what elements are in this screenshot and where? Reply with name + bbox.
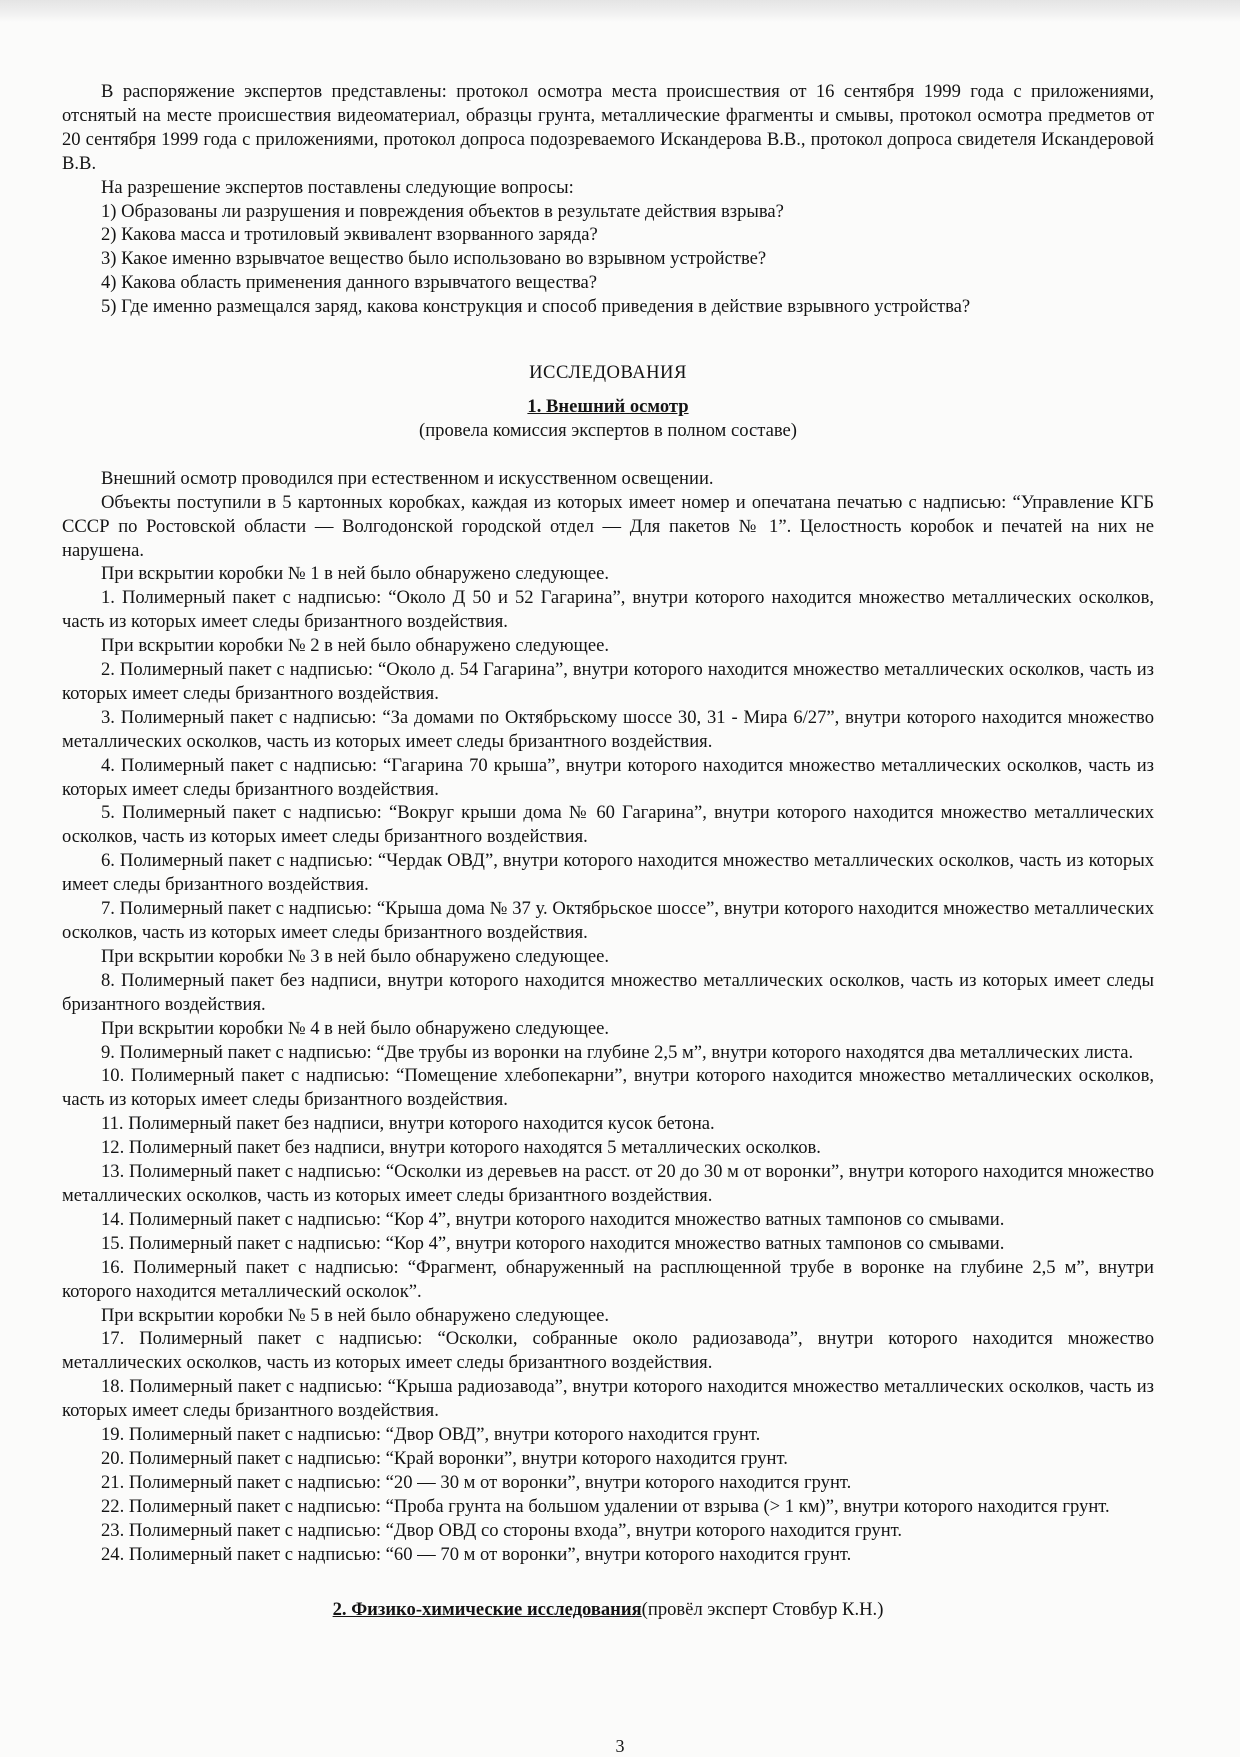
list-item: 19. Полимерный пакет с надписью: “Двор ОВД”, внутри которого находится грунт. — [101, 1424, 761, 1446]
list-item: 24. Полимерный пакет с надписью: “60 — 70 м от воронки”, внутри которого находится грунт. — [101, 1543, 852, 1565]
list-item: 16. Полимерный пакет с надписью: “Фрагмент, обнаруженный на расплющенной трубе в воронке на глубине 2,5 м”, внутри которого находится металлический осколок”. — [62, 1256, 1154, 1302]
box1-heading: При вскрытии коробки № 1 в ней было обнаружено следующее. — [101, 563, 610, 585]
list-item: 3. Полимерный пакет с надписью: “За домами по Октябрьскому шоссе 30, 31 - Мира 6/27”, внутри которого находится множество металлических осколков, часть из которых имеет следы бризантного воздействия. — [62, 706, 1154, 752]
question-item: 2) Какова масса и тротиловый эквивалент взорванного заряда? — [101, 224, 598, 246]
boxes-paragraph: Объекты поступили в 5 картонных коробках, каждая из которых имеет номер и опечатана печатью с надписью: “Управление КГБ СССР по Ростовской области — Волгодонской городской отдел — Для пакетов № 1”. Целостность коробок и печатей на них не нарушена. — [62, 491, 1154, 561]
page-number: 3 — [615, 1736, 625, 1756]
list-item: 7. Полимерный пакет с надписью: “Крыша дома № 37 у. Октябрьское шоссе”, внутри которого находится множество металлических осколков, часть из которых имеет следы бризантного воздействия. — [62, 898, 1154, 943]
list-item: 18. Полимерный пакет с надписью: “Крыша радиозавода”, внутри которого находится множество металлических осколков, часть из которых имеет следы бризантного воздействия. — [62, 1376, 1154, 1422]
box4-heading: При вскрытии коробки № 4 в ней было обнаружено следующее. — [101, 1017, 610, 1039]
section1-title: 1. Внешний осмотр — [527, 395, 689, 417]
questions-list — [62, 200, 1154, 320]
research-heading: ИССЛЕДОВАНИЯ — [529, 362, 687, 384]
list-item: 8. Полимерный пакет без надписи, внутри которого находится множество металлических осколков, часть из которых имеет следы бризантного воздействия. — [62, 969, 1154, 1015]
list-item: 9. Полимерный пакет с надписью: “Две трубы из воронки на глубине 2,5 м”, внутри которого находятся два металлических листа. — [101, 1041, 1134, 1063]
list-item: 1. Полимерный пакет с надписью: “Около Д 50 и 52 Гагарина”, внутри которого находится множество металлических осколков, часть из которых имеет следы бризантного воздействия. — [62, 587, 1154, 633]
list-item: 11. Полимерный пакет без надписи, внутри которого находится кусок бетона. — [101, 1113, 715, 1135]
lighting-paragraph: Внешний осмотр проводился при естественном и искусственном освещении. — [101, 467, 714, 489]
section2-title: 2. Физико-химические исследования — [332, 1599, 642, 1621]
list-item: 4. Полимерный пакет с надписью: “Гагарина 70 крыша”, внутри которого находится множество металлических осколков, часть из которых имеет следы бризантного воздействия. — [62, 754, 1154, 800]
list-item: 20. Полимерный пакет с надписью: “Край воронки”, внутри которого находится грунт. — [101, 1447, 788, 1469]
list-item: 12. Полимерный пакет без надписи, внутри которого находятся 5 металлических осколков. — [101, 1137, 821, 1159]
list-item: 2. Полимерный пакет с надписью: “Около д. 54 Гагарина”, внутри которого находится множество металлических осколков, часть из которых имеет следы бризантного воздействия. — [62, 659, 1154, 704]
box3-heading: При вскрытии коробки № 3 в ней было обнаружено следующее. — [101, 945, 610, 967]
section2-note: (провёл эксперт Стовбур К.Н.) — [641, 1599, 884, 1621]
list-item: 14. Полимерный пакет с надписью: “Кор 4”, внутри которого находится множество ватных тампонов со смывами. — [101, 1208, 1005, 1230]
scan-top-edge — [0, 0, 1240, 22]
list-item: 21. Полимерный пакет с надписью: “20 — 30 м от воронки”, внутри которого находится грунт. — [101, 1471, 852, 1493]
document-page — [62, 80, 1154, 1641]
question-item: 4) Какова область применения данного взрывчатого вещества? — [101, 272, 598, 294]
box5-heading: При вскрытии коробки № 5 в ней было обнаружено следующее. — [101, 1304, 610, 1326]
box2-heading: При вскрытии коробки № 2 в ней было обнаружено следующее. — [101, 635, 610, 657]
question-item: 5) Где именно размещался заряд, какова конструкция и способ приведения в действие взрывного устройства? — [101, 296, 971, 318]
questions-intro: На разрешение экспертов поставлены следующие вопросы: — [101, 176, 574, 198]
list-item: 23. Полимерный пакет с надписью: “Двор ОВД со стороны входа”, внутри которого находится грунт. — [101, 1519, 903, 1541]
materials-paragraph: В распоряжение экспертов представлены: протокол осмотра места происшествия от 16 сентября 1999 года с приложениями, отснятый на месте происшествия видеоматериал, образцы грунта, металлические фрагменты и смывы, протокол осмотра предметов от 20 сентября 1999 года с приложениями, протокол допроса подозреваемого Искандерова В.В., протокол допроса свидетеля Искандеровой В.В. — [62, 81, 1154, 174]
list-item: 13. Полимерный пакет с надписью: “Осколки из деревьев на расст. от 20 до 30 м от воронки”, внутри которого находится множество металлических осколков, часть из которых имеет следы бризантного воздействия. — [62, 1161, 1154, 1206]
section2-line — [62, 1598, 1154, 1622]
question-item: 1) Образованы ли разрушения и повреждения объектов в результате действия взрыва? — [101, 200, 784, 222]
list-item: 6. Полимерный пакет с надписью: “Чердак ОВД”, внутри которого находится множество металлических осколков, часть из которых имеет следы бризантного воздействия. — [62, 850, 1154, 896]
list-item: 10. Полимерный пакет с надписью: “Помещение хлебопекарни”, внутри которого находится множество металлических осколков, часть из которых имеет следы бризантного воздействия. — [62, 1065, 1154, 1111]
list-item: 5. Полимерный пакет с надписью: “Вокруг крыши дома № 60 Гагарина”, внутри которого находится множество металлических осколков, часть из которых имеет следы бризантного воздействия. — [62, 802, 1154, 848]
question-item: 3) Какое именно взрывчатое вещество было использовано во взрывном устройстве? — [101, 248, 767, 270]
section1-note: (провела комиссия экспертов в полном составе) — [419, 419, 797, 441]
list-item: 22. Полимерный пакет с надписью: “Проба грунта на большом удалении от взрыва (> 1 км)”, внутри которого находится грунт. — [101, 1495, 1110, 1517]
list-item: 17. Полимерный пакет с надписью: “Осколки, собранные около радиозавода”, внутри которого находится множество металлических осколков, часть из которых имеет следы бризантного воздействия. — [62, 1328, 1154, 1374]
list-item: 15. Полимерный пакет с надписью: “Кор 4”, внутри которого находится множество ватных тампонов со смывами. — [101, 1232, 1005, 1254]
